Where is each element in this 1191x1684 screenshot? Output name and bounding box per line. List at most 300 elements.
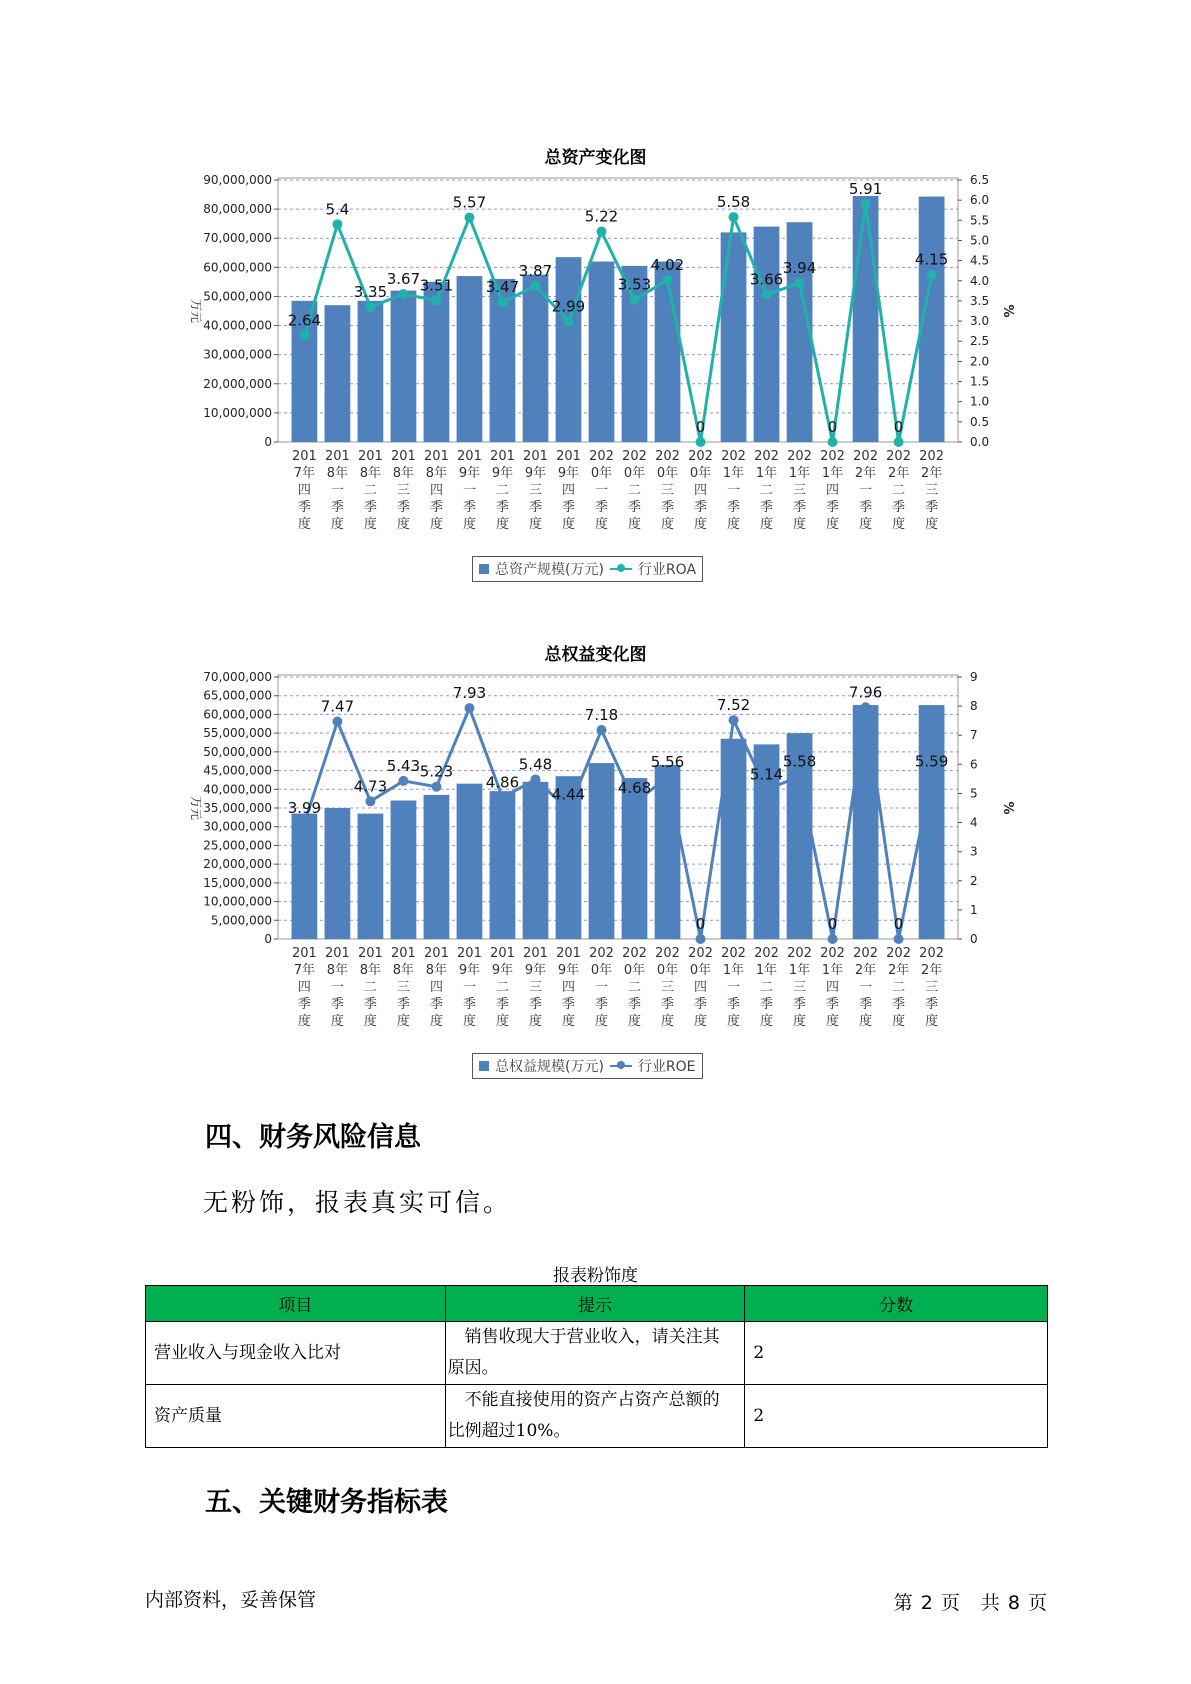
x-tick-label: 季 xyxy=(495,500,509,515)
data-label: 2.64 xyxy=(287,311,322,330)
line-point xyxy=(398,776,408,786)
line-point xyxy=(696,934,706,944)
x-tick-label: 度 xyxy=(297,517,311,532)
data-label: 5.43 xyxy=(386,756,421,775)
data-label: 4.73 xyxy=(353,777,388,796)
x-tick-label: 一 xyxy=(594,980,609,995)
total-assets-chart xyxy=(0,170,1191,550)
bar xyxy=(655,262,681,442)
y-left-tick-label: 15,000,000 xyxy=(203,875,272,890)
chart2-legend xyxy=(472,1053,703,1079)
line-legend-swatch xyxy=(610,568,632,570)
whitewash-table xyxy=(145,1285,1048,1448)
x-tick-label: 三 xyxy=(661,980,675,995)
bar xyxy=(853,705,879,939)
y-left-tick-label: 20,000,000 xyxy=(203,376,272,391)
x-tick-label: 201 xyxy=(523,449,548,464)
data-label: 0 xyxy=(893,915,904,933)
x-tick-label: 9年 xyxy=(557,963,580,978)
data-label: 3.87 xyxy=(518,262,553,281)
x-tick-label: 2年 xyxy=(854,466,877,481)
line-point xyxy=(530,281,540,291)
total-equity-chart xyxy=(0,667,1191,1047)
x-tick-label: 季 xyxy=(727,997,741,1012)
x-tick-label: 201 xyxy=(490,449,515,464)
chart1-legend-line: 行业ROA xyxy=(637,562,697,578)
line-point xyxy=(365,796,375,806)
data-label: 5.22 xyxy=(584,207,619,226)
x-tick-label: 季 xyxy=(661,500,675,515)
x-tick-label: 9年 xyxy=(491,963,514,978)
x-tick-label: 季 xyxy=(594,997,609,1012)
line-point xyxy=(828,934,838,944)
x-tick-label: 0年 xyxy=(689,466,712,481)
y-left-tick-label: 45,000,000 xyxy=(203,763,272,778)
y-right-tick-label: 1.0 xyxy=(970,394,990,409)
data-label: 2.99 xyxy=(551,297,586,316)
line-point xyxy=(596,227,606,237)
data-label: 4.68 xyxy=(617,778,652,797)
y-right-tick-label: 1.5 xyxy=(970,374,990,389)
x-tick-label: 度 xyxy=(826,517,840,532)
table-caption: 报表粉饰度 xyxy=(553,1266,638,1286)
x-tick-label: 季 xyxy=(826,500,840,515)
x-tick-label: 202 xyxy=(853,946,878,961)
y-left-tick-label: 55,000,000 xyxy=(203,726,272,741)
bar xyxy=(589,262,615,442)
x-tick-label: 季 xyxy=(793,997,807,1012)
y-left-tick-label: 70,000,000 xyxy=(203,670,272,684)
x-tick-label: 三 xyxy=(396,483,410,498)
y-left-tick-label: 0 xyxy=(264,932,272,946)
line-point xyxy=(431,782,441,792)
x-tick-label: 202 xyxy=(787,946,812,961)
y-right-tick-label: 4 xyxy=(970,815,978,830)
line-point xyxy=(332,219,342,229)
y-left-tick-label: 90,000,000 xyxy=(203,173,272,187)
x-tick-label: 8年 xyxy=(326,466,349,481)
x-tick-label: 季 xyxy=(694,997,708,1012)
x-tick-label: 9年 xyxy=(458,963,481,978)
y-right-tick-label: 5.0 xyxy=(970,233,990,248)
x-tick-label: 度 xyxy=(727,1014,741,1029)
y-right-tick-label: 5 xyxy=(970,786,978,801)
y-right-tick-label: 9 xyxy=(970,670,978,684)
x-tick-label: 0年 xyxy=(623,963,646,978)
x-tick-label: 季 xyxy=(528,500,542,515)
x-tick-label: 季 xyxy=(727,500,741,515)
x-tick-label: 度 xyxy=(694,1014,708,1029)
y-right-tick-label: 6 xyxy=(970,757,978,772)
line-point xyxy=(729,715,739,725)
x-tick-label: 度 xyxy=(396,517,410,532)
x-tick-label: 度 xyxy=(594,1014,609,1029)
x-tick-label: 度 xyxy=(925,1014,939,1029)
data-label: 3.99 xyxy=(287,798,322,817)
x-tick-label: 度 xyxy=(528,1014,542,1029)
x-tick-label: 季 xyxy=(925,997,939,1012)
x-tick-label: 201 xyxy=(358,449,383,464)
y-right-tick-label: 7 xyxy=(970,728,978,743)
data-label: 7.96 xyxy=(848,683,883,702)
line-point xyxy=(927,270,937,280)
y-right-tick-label: 3 xyxy=(970,844,978,859)
x-tick-label: 1年 xyxy=(722,466,745,481)
x-tick-label: 度 xyxy=(694,517,708,532)
x-tick-label: 度 xyxy=(892,517,906,532)
chart2-legend-bar: 总权益规模(万元) xyxy=(495,1059,604,1075)
x-tick-label: 202 xyxy=(688,946,713,961)
x-tick-label: 季 xyxy=(363,997,377,1012)
y-right-tick-label: 3.0 xyxy=(970,314,990,329)
bar xyxy=(556,257,582,442)
risk-summary-text: 无粉饰，报表真实可信。 xyxy=(203,1188,512,1217)
line-point xyxy=(795,278,805,288)
x-tick-label: 201 xyxy=(325,946,350,961)
chart1-legend-bar: 总资产规模(万元) xyxy=(495,562,604,578)
y-right-tick-label: 1 xyxy=(970,902,978,917)
x-tick-label: 度 xyxy=(627,517,642,532)
x-tick-label: 202 xyxy=(721,449,746,464)
bar xyxy=(457,276,483,442)
y-left-tick-label: 40,000,000 xyxy=(203,318,272,333)
data-label: 7.93 xyxy=(452,684,487,703)
x-tick-label: 一 xyxy=(727,980,741,995)
data-label: 3.35 xyxy=(353,282,388,301)
x-tick-label: 季 xyxy=(429,500,443,515)
x-tick-label: 9年 xyxy=(557,466,580,481)
x-tick-label: 202 xyxy=(622,449,647,464)
header-item: 项目 xyxy=(146,1286,446,1322)
x-tick-label: 季 xyxy=(627,500,642,515)
x-tick-label: 201 xyxy=(291,946,317,961)
x-tick-label: 度 xyxy=(793,517,807,532)
x-tick-label: 三 xyxy=(396,980,410,995)
x-tick-label: 季 xyxy=(297,997,311,1012)
x-tick-label: 201 xyxy=(391,946,416,961)
x-tick-label: 202 xyxy=(919,449,945,464)
x-tick-label: 季 xyxy=(892,997,906,1012)
x-tick-label: 201 xyxy=(523,946,548,961)
x-tick-label: 202 xyxy=(754,946,779,961)
x-tick-label: 度 xyxy=(925,517,939,532)
x-tick-label: 季 xyxy=(594,500,609,515)
x-tick-label: 二 xyxy=(892,980,906,995)
x-tick-label: 202 xyxy=(688,449,713,464)
x-tick-label: 0年 xyxy=(689,963,712,978)
header-score: 分数 xyxy=(745,1286,1048,1322)
bar xyxy=(721,232,747,442)
x-tick-label: 202 xyxy=(919,946,945,961)
x-tick-label: 201 xyxy=(391,449,416,464)
x-tick-label: 四 xyxy=(561,483,575,498)
line-point xyxy=(630,295,640,305)
chart2-title: 总权益变化图 xyxy=(544,645,647,665)
x-tick-label: 202 xyxy=(589,449,614,464)
x-tick-label: 一 xyxy=(330,980,344,995)
x-tick-label: 季 xyxy=(297,500,311,515)
y-left-tick-label: 80,000,000 xyxy=(203,202,272,217)
x-tick-label: 8年 xyxy=(326,963,349,978)
x-tick-label: 度 xyxy=(727,517,741,532)
table-row xyxy=(146,1322,1048,1385)
x-tick-label: 四 xyxy=(826,980,840,995)
x-tick-label: 202 xyxy=(589,946,614,961)
x-tick-label: 一 xyxy=(859,483,873,498)
bar xyxy=(655,765,681,939)
bar xyxy=(490,791,516,939)
y-right-tick-label: 2.0 xyxy=(970,354,990,369)
y-left-tick-label: 60,000,000 xyxy=(203,260,272,275)
data-label: 0 xyxy=(893,418,904,436)
x-tick-label: 度 xyxy=(561,1014,575,1029)
x-tick-label: 9年 xyxy=(524,466,547,481)
bar-legend-swatch xyxy=(479,564,489,574)
x-tick-label: 季 xyxy=(429,997,443,1012)
x-tick-label: 季 xyxy=(330,500,344,515)
y-left-tick-label: 30,000,000 xyxy=(203,347,272,362)
x-tick-label: 度 xyxy=(892,1014,906,1029)
line-point xyxy=(530,774,540,784)
data-label: 0 xyxy=(827,418,838,436)
y-left-tick-label: 40,000,000 xyxy=(203,782,272,797)
data-label: 4.15 xyxy=(914,250,949,269)
bar xyxy=(358,301,384,442)
x-tick-label: 7年 xyxy=(293,963,316,978)
x-tick-label: 度 xyxy=(363,1014,377,1029)
x-tick-label: 季 xyxy=(661,997,675,1012)
bar xyxy=(424,795,450,939)
row-item: 资产质量 xyxy=(146,1385,446,1448)
x-tick-label: 三 xyxy=(925,483,939,498)
y-right-tick-label: 0 xyxy=(970,932,978,946)
x-tick-label: 度 xyxy=(627,1014,642,1029)
x-tick-label: 2年 xyxy=(920,466,943,481)
line-point xyxy=(464,212,474,222)
x-tick-label: 2年 xyxy=(887,963,910,978)
data-label: 5.56 xyxy=(650,753,685,772)
line-point xyxy=(861,199,871,209)
x-tick-label: 度 xyxy=(826,1014,840,1029)
y-right-tick-label: 3.5 xyxy=(970,293,990,308)
x-tick-label: 二 xyxy=(627,483,642,498)
bar-legend-swatch xyxy=(479,1061,489,1071)
data-label: 3.53 xyxy=(617,275,652,294)
header-hint: 提示 xyxy=(445,1286,745,1322)
x-tick-label: 度 xyxy=(495,1014,509,1029)
x-tick-label: 度 xyxy=(528,517,542,532)
bar xyxy=(358,814,384,939)
y-right-tick-label: 4.5 xyxy=(970,253,990,268)
x-tick-label: 季 xyxy=(561,997,575,1012)
x-tick-label: 201 xyxy=(325,449,350,464)
y-right-tick-label: 8 xyxy=(970,699,978,714)
x-tick-label: 0年 xyxy=(590,466,613,481)
x-tick-label: 四 xyxy=(826,483,840,498)
risk-section-title: 四、财务风险信息 xyxy=(205,1122,421,1153)
x-tick-label: 四 xyxy=(694,483,708,498)
x-tick-label: 0年 xyxy=(656,466,679,481)
x-tick-label: 度 xyxy=(760,517,774,532)
x-tick-label: 季 xyxy=(760,500,774,515)
x-tick-label: 202 xyxy=(721,946,746,961)
x-tick-label: 0年 xyxy=(590,963,613,978)
y-right-tick-label: 4.0 xyxy=(970,273,990,288)
x-tick-label: 一 xyxy=(462,980,476,995)
bar xyxy=(292,814,318,939)
x-tick-label: 二 xyxy=(363,483,377,498)
y-right-tick-label: 2.5 xyxy=(970,334,990,349)
x-tick-label: 一 xyxy=(462,483,476,498)
x-tick-label: 202 xyxy=(820,946,845,961)
x-tick-label: 度 xyxy=(561,517,575,532)
y-left-axis-title: 万元 xyxy=(189,795,203,821)
data-label: 4.44 xyxy=(551,785,586,804)
x-tick-label: 度 xyxy=(859,1014,873,1029)
x-tick-label: 1年 xyxy=(755,963,778,978)
x-tick-label: 201 xyxy=(490,946,515,961)
x-tick-label: 四 xyxy=(694,980,708,995)
x-tick-label: 二 xyxy=(495,980,509,995)
x-tick-label: 201 xyxy=(424,946,449,961)
line-point xyxy=(861,702,871,712)
data-label: 7.52 xyxy=(716,696,751,715)
line-point xyxy=(299,818,309,828)
x-tick-label: 一 xyxy=(330,483,344,498)
x-tick-label: 8年 xyxy=(392,963,415,978)
data-label: 5.57 xyxy=(452,193,487,212)
chart2-legend-line: 行业ROE xyxy=(637,1059,696,1075)
line-point xyxy=(894,934,904,944)
y-left-tick-label: 60,000,000 xyxy=(203,707,272,722)
line-point xyxy=(596,725,606,735)
x-tick-label: 季 xyxy=(627,997,642,1012)
x-tick-label: 0年 xyxy=(623,466,646,481)
x-tick-label: 202 xyxy=(622,946,647,961)
x-tick-label: 度 xyxy=(429,1014,443,1029)
row-hint: 销售收现大于营业收入，请关注其原因。 xyxy=(445,1322,745,1385)
y-right-tick-label: 0.0 xyxy=(970,435,990,449)
data-label: 5.48 xyxy=(518,755,553,774)
y-right-tick-label: 6.0 xyxy=(970,193,990,208)
x-tick-label: 2年 xyxy=(854,963,877,978)
bar xyxy=(325,808,351,939)
x-tick-label: 季 xyxy=(495,997,509,1012)
x-tick-label: 2年 xyxy=(887,466,910,481)
data-label: 3.94 xyxy=(782,259,817,278)
data-label: 3.47 xyxy=(485,278,520,297)
x-tick-label: 202 xyxy=(655,946,680,961)
x-tick-label: 度 xyxy=(495,517,509,532)
x-tick-label: 201 xyxy=(457,946,482,961)
x-tick-label: 1年 xyxy=(821,963,844,978)
bar xyxy=(754,227,780,442)
data-label: 3.51 xyxy=(419,276,454,295)
kpi-section-title: 五、关键财务指标表 xyxy=(205,1487,448,1518)
x-tick-label: 201 xyxy=(556,449,581,464)
row-item: 营业收入与现金收入比对 xyxy=(146,1322,446,1385)
x-tick-label: 度 xyxy=(330,517,344,532)
x-tick-label: 三 xyxy=(528,980,542,995)
x-tick-label: 度 xyxy=(363,517,377,532)
y-right-tick-label: 2 xyxy=(970,873,978,888)
line-point xyxy=(563,805,573,815)
x-tick-label: 季 xyxy=(396,997,410,1012)
footer-confidential: 内部资料，妥善保管 xyxy=(145,1589,317,1611)
table-row xyxy=(146,1385,1048,1448)
row-hint: 不能直接使用的资产占资产总额的比例超过10%。 xyxy=(445,1385,745,1448)
x-tick-label: 1年 xyxy=(788,963,811,978)
x-tick-label: 9年 xyxy=(458,466,481,481)
x-tick-label: 四 xyxy=(429,483,443,498)
y-left-tick-label: 5,000,000 xyxy=(210,913,272,928)
y-left-tick-label: 25,000,000 xyxy=(203,838,272,853)
x-tick-label: 202 xyxy=(853,449,878,464)
line-point xyxy=(894,437,904,447)
x-tick-label: 季 xyxy=(561,500,575,515)
x-tick-label: 202 xyxy=(754,449,779,464)
data-label: 4.02 xyxy=(650,255,685,274)
x-tick-label: 二 xyxy=(892,483,906,498)
bar xyxy=(721,739,747,939)
x-tick-label: 2年 xyxy=(920,963,943,978)
x-tick-label: 季 xyxy=(760,997,774,1012)
y-left-tick-label: 65,000,000 xyxy=(203,688,272,703)
x-tick-label: 度 xyxy=(859,517,873,532)
y-right-tick-label: 6.5 xyxy=(970,173,990,187)
line-legend-swatch xyxy=(610,1065,632,1067)
x-tick-label: 二 xyxy=(760,980,774,995)
x-tick-label: 201 xyxy=(457,449,482,464)
chart1-legend xyxy=(472,556,703,582)
x-tick-label: 度 xyxy=(297,1014,311,1029)
x-tick-label: 二 xyxy=(627,980,642,995)
data-label: 7.47 xyxy=(320,697,355,716)
data-label: 5.23 xyxy=(419,762,454,781)
x-tick-label: 季 xyxy=(892,500,906,515)
x-tick-label: 201 xyxy=(556,946,581,961)
y-left-tick-label: 35,000,000 xyxy=(203,801,272,815)
line-point xyxy=(431,296,441,306)
x-tick-label: 季 xyxy=(925,500,939,515)
x-tick-label: 度 xyxy=(793,1014,807,1029)
x-tick-label: 季 xyxy=(826,997,840,1012)
x-tick-label: 度 xyxy=(661,517,675,532)
data-label: 0 xyxy=(695,915,706,933)
y-left-tick-label: 0 xyxy=(264,435,272,449)
x-tick-label: 度 xyxy=(760,1014,774,1029)
x-tick-label: 季 xyxy=(694,500,708,515)
line-point xyxy=(365,302,375,312)
x-tick-label: 一 xyxy=(594,483,609,498)
x-tick-label: 季 xyxy=(330,997,344,1012)
x-tick-label: 三 xyxy=(528,483,542,498)
x-tick-label: 三 xyxy=(793,980,807,995)
x-tick-label: 四 xyxy=(429,980,443,995)
x-tick-label: 度 xyxy=(330,1014,344,1029)
bar xyxy=(325,305,351,442)
line-point xyxy=(663,275,673,285)
line-point xyxy=(762,289,772,299)
x-tick-label: 二 xyxy=(495,483,509,498)
x-tick-label: 一 xyxy=(859,980,873,995)
x-tick-label: 四 xyxy=(297,483,311,498)
x-tick-label: 201 xyxy=(358,946,383,961)
x-tick-label: 0年 xyxy=(656,963,679,978)
y-left-tick-label: 30,000,000 xyxy=(203,819,272,834)
data-label: 5.58 xyxy=(716,193,751,212)
x-tick-label: 202 xyxy=(820,449,845,464)
